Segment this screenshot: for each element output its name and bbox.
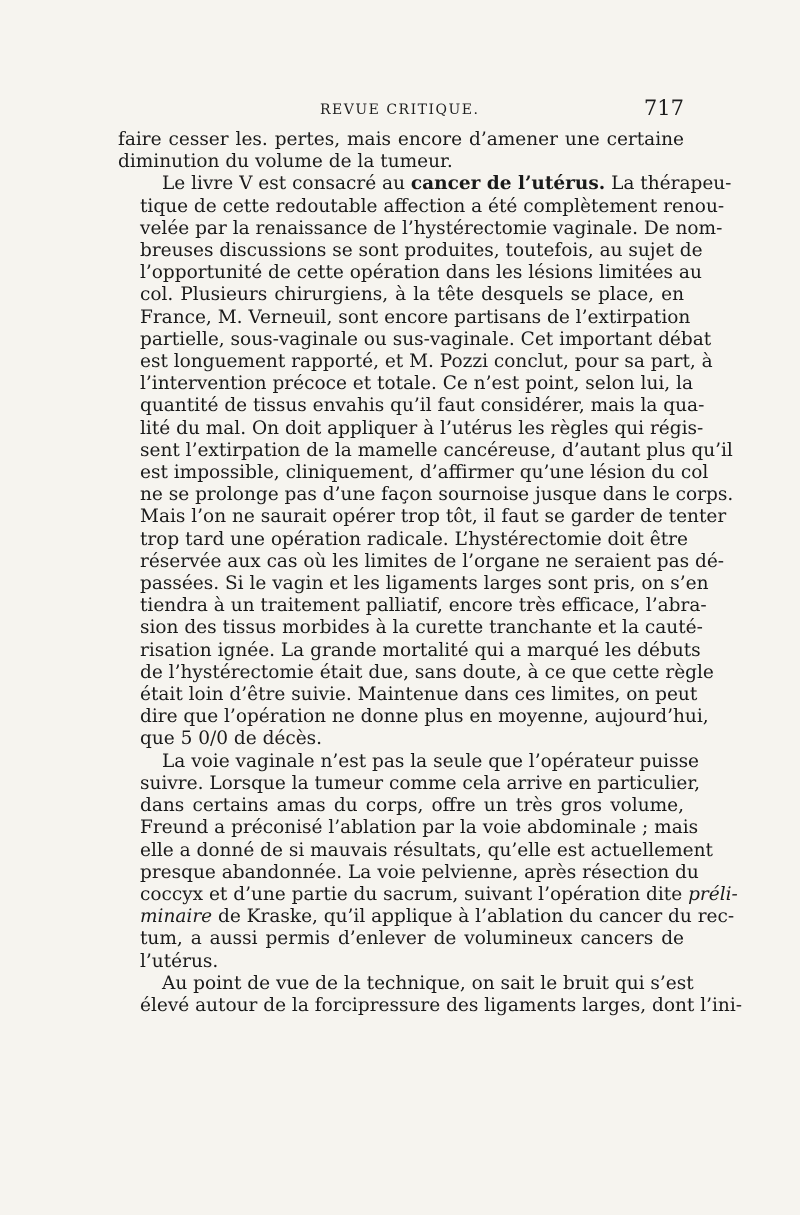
text-line — [118, 240, 703, 262]
text-line — [118, 395, 705, 417]
text-run: velée par la renaissance de l’hystérectomie vaginale. De nom- — [140, 217, 723, 239]
text-run: tique de cette redoutable affection a été complètement renou- — [140, 195, 725, 217]
text-run: elle a donné de si mauvais résultats, qu’elle est actuellement — [140, 839, 713, 861]
text-line — [118, 373, 693, 395]
page-number: 717 — [643, 96, 684, 120]
text-run: est longuement rapporté, et M. Pozzi conclut, pour sa part, à — [140, 351, 713, 373]
text-run: partielle, sous-vaginale ou sus-vaginale. Cet important débat — [140, 328, 712, 350]
text-line — [118, 906, 735, 928]
text-run: breuses discussions se sont produites, toutefois, au sujet de — [140, 240, 703, 262]
text-run: La thérapeu- — [605, 173, 732, 195]
paragraph — [118, 750, 738, 973]
text-line — [118, 573, 709, 595]
text-run: dans certains amas du corps, offre un très gros volume, — [140, 795, 684, 817]
text-line — [118, 462, 709, 484]
text-run: La voie vaginale n’est pas la seule que l’opérateur puisse — [162, 750, 700, 772]
text-run: l’intervention précoce et totale. Ce n’est point, selon lui, la — [140, 373, 693, 395]
page-header — [118, 96, 684, 126]
text-line — [118, 129, 684, 151]
text-run: Mais l’on ne saurait opérer trop tôt, il faut se garder de tenter — [140, 506, 727, 528]
text-line — [118, 928, 684, 950]
text-run: presque abandonnée. La voie pelvienne, après résection du — [140, 861, 699, 883]
italic-run: préli- — [688, 883, 738, 905]
text-run: que 5 0/0 de décès. — [140, 728, 323, 750]
text-line — [118, 639, 701, 662]
text-line — [118, 972, 694, 995]
text-line — [118, 617, 703, 639]
italic-run: minaire — [140, 906, 213, 928]
text-run: l’utérus. — [140, 950, 219, 972]
text-line — [118, 661, 714, 684]
text-line — [118, 484, 734, 506]
text-run: ne se prolonge pas d’une façon sournoise jusque dans le corps. — [140, 484, 734, 506]
text-run: Le livre V est consacré au — [162, 173, 411, 195]
body-text — [118, 129, 742, 1017]
text-line — [118, 284, 684, 306]
text-line — [118, 550, 725, 573]
text-run: risation ignée. La grande mortalité qui a marqué les débuts — [140, 639, 701, 661]
text-line — [118, 195, 725, 218]
text-line — [118, 728, 684, 750]
paragraph — [118, 972, 742, 1017]
text-run: trop tard une opération radicale. L’hystérectomie doit être — [140, 528, 688, 550]
text-line — [118, 750, 700, 773]
text-line — [118, 439, 733, 462]
text-run: suivre. Lorsque la tumeur comme cela arrive en particulier, — [140, 772, 701, 794]
text-run: lité du mal. On doit appliquer à l’utérus les règles qui régis- — [140, 417, 704, 439]
text-run: Au point de vue de la technique, on sait le bruit qui s’est — [162, 972, 694, 994]
text-run: élevé autour de la forcipressure des ligaments larges, dont l’ini- — [140, 994, 742, 1016]
text-run: quantité de tissus envahis qu’il faut considérer, mais la qua- — [140, 395, 705, 417]
text-run: l’opportunité de cette opération dans les lésions limitées au — [140, 262, 702, 284]
text-run: est impossible, cliniquement, d’affirmer qu’une lésion du col — [140, 462, 709, 484]
text-line — [118, 217, 723, 240]
text-run: France, M. Verneuil, sont encore partisans de l’extirpation — [140, 306, 691, 328]
text-line — [118, 883, 738, 906]
text-line — [118, 306, 691, 329]
text-run: coccyx et d’une partie du sacrum, suivant l’opération dite — [140, 883, 689, 905]
text-line — [118, 684, 698, 706]
text-run: de l’hystérectomie était due, sans doute, à ce que cette règle — [140, 661, 714, 683]
text-line — [118, 706, 709, 728]
running-title: REVUE CRITIQUE. — [320, 102, 480, 118]
text-run: diminution du volume de la tumeur. — [118, 151, 453, 173]
text-run: était loin d’être suivie. Maintenue dans ces limites, on peut — [140, 684, 698, 706]
text-line — [118, 506, 727, 528]
text-line — [118, 772, 701, 795]
text-run: de Kraske, qu’il applique à l’ablation du cancer du rec- — [212, 906, 735, 928]
text-line — [118, 417, 704, 440]
text-run: faire cesser les. pertes, mais encore d’amener une certaine — [118, 129, 684, 150]
paragraph — [118, 129, 684, 173]
text-line — [118, 994, 742, 1017]
text-line — [118, 151, 684, 173]
text-run: passées. Si le vagin et les ligaments larges sont pris, on s’en — [140, 573, 709, 595]
text-line — [118, 861, 699, 884]
text-line — [118, 351, 713, 373]
text-run: Freund a préconisé l’ablation par la voie abdominale ; mais — [140, 817, 699, 839]
text-line — [118, 795, 684, 817]
text-run: tum, a aussi permis d’enlever de volumineux cancers de — [140, 928, 684, 950]
text-run: col. Plusieurs chirurgiens, à la tête desquels se place, en — [140, 284, 684, 306]
text-run: sion des tissus morbides à la curette tranchante et la cauté- — [140, 617, 703, 639]
text-line — [118, 951, 684, 973]
paragraph — [118, 173, 734, 750]
bold-run: cancer de l’utérus. — [410, 173, 606, 195]
text-line — [118, 262, 702, 284]
text-run: dire que l’opération ne donne plus en moyenne, aujourd’hui, — [140, 706, 709, 728]
text-run: sent l’extirpation de la mamelle cancéreuse, d’autant plus qu’il — [140, 439, 733, 461]
text-line — [118, 839, 713, 862]
text-line — [118, 328, 712, 351]
text-line — [118, 595, 707, 617]
text-run: réservée aux cas où les limites de l’organe ne seraient pas dé- — [140, 550, 725, 572]
text-run: tiendra à un traitement palliatif, encore très efficace, l’abra- — [140, 595, 707, 617]
text-line — [118, 528, 688, 551]
text-line — [118, 173, 732, 195]
text-line — [118, 817, 699, 839]
